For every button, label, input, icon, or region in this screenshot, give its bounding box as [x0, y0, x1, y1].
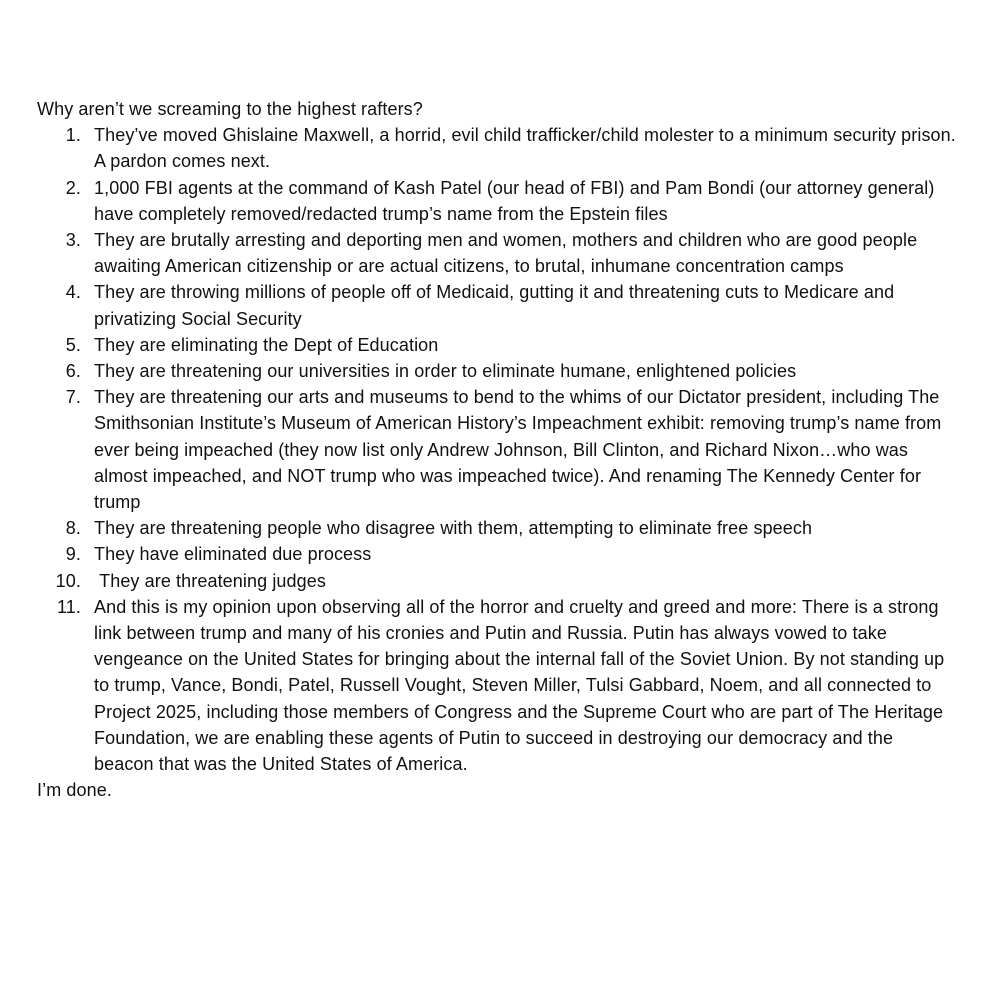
list-item-number: 2.	[65, 177, 81, 198]
outro-text: I’m done.	[37, 780, 112, 801]
list-item-text: They’ve moved Ghislaine Maxwell, a horrid, evil child trafficker/child molester to a minimum security prison. A pardon comes next.	[94, 125, 956, 172]
list-item-text: They are threatening our universities in order to eliminate humane, enlightened policies	[94, 361, 797, 382]
list-item-text: They are threatening judges	[94, 570, 326, 591]
list-item	[37, 384, 957, 515]
list-item-number: 9.	[65, 544, 81, 565]
list-item-text: They are threatening people who disagree with them, attempting to eliminate free speech	[94, 518, 813, 539]
list-item	[37, 227, 957, 279]
list-item-number: 10.	[55, 570, 81, 591]
list-item-number: 1.	[65, 125, 81, 146]
list-item-text: They are eliminating the Dept of Education	[94, 334, 439, 355]
list-item-number: 11.	[57, 596, 81, 617]
list-item	[37, 122, 957, 174]
list-item-number: 8.	[65, 518, 81, 539]
list-item-number: 4.	[65, 282, 81, 303]
list-item	[37, 541, 957, 567]
list-item	[37, 279, 957, 331]
list-item-number: 3.	[65, 230, 81, 251]
list-item	[37, 358, 957, 384]
list-item-number: 6.	[65, 361, 81, 382]
numbered-list	[37, 122, 957, 777]
list-item	[37, 332, 957, 358]
list-item-text: They are throwing millions of people off of Medicaid, gutting it and threatening cuts to Medicare and privatizing Social Security	[94, 282, 895, 329]
list-item	[37, 515, 957, 541]
list-item-text: They are brutally arresting and deporting men and women, mothers and children who are good people awaiting American citizenship or are actual citizens, to brutal, inhumane concentration camps	[94, 230, 918, 277]
list-item-text: 1,000 FBI agents at the command of Kash Patel (our head of FBI) and Pam Bondi (our attorney general) have completely removed/redacted trump’s name from the Epstein files	[94, 177, 935, 224]
list-item-number: 5.	[65, 334, 81, 355]
list-item-number: 7.	[65, 387, 81, 408]
list-item	[37, 594, 957, 777]
list-item-text: And this is my opinion upon observing all of the horror and cruelty and greed and more: There is a strong link between trump and many of his cronies and Putin and Russia. Putin has always vowed to take vengeance on the United States for bringing about the internal fall of the Soviet Union. By not standing up to trump, Vance, Bondi, Patel, Russell Vought, Steven Miller, Tulsi Gabbard, Noem, and all connected to Project 2025, including those members of Congress and the Supreme Court who are part of The Heritage Foundation, we are enabling these agents of Putin to succeed in destroying our democracy and the beacon that was the United States of America.	[94, 596, 945, 775]
intro-text: Why aren’t we screaming to the highest rafters?	[37, 99, 423, 119]
list-item	[37, 568, 957, 594]
list-item-text: They have eliminated due process	[94, 544, 372, 565]
list-item	[37, 175, 957, 227]
list-item-text: They are threatening our arts and museums to bend to the whims of our Dictator president, including The Smithsonian Institute’s Museum of American History’s Impeachment exhibit: removing trump’s name from ever being impeached (they now list only Andrew Johnson, Bill Clinton, and Richard Nixon…who was almost impeached, and NOT trump who was impeached twice). And renaming The Kennedy Center for trump	[94, 387, 942, 513]
document-body	[37, 96, 957, 803]
